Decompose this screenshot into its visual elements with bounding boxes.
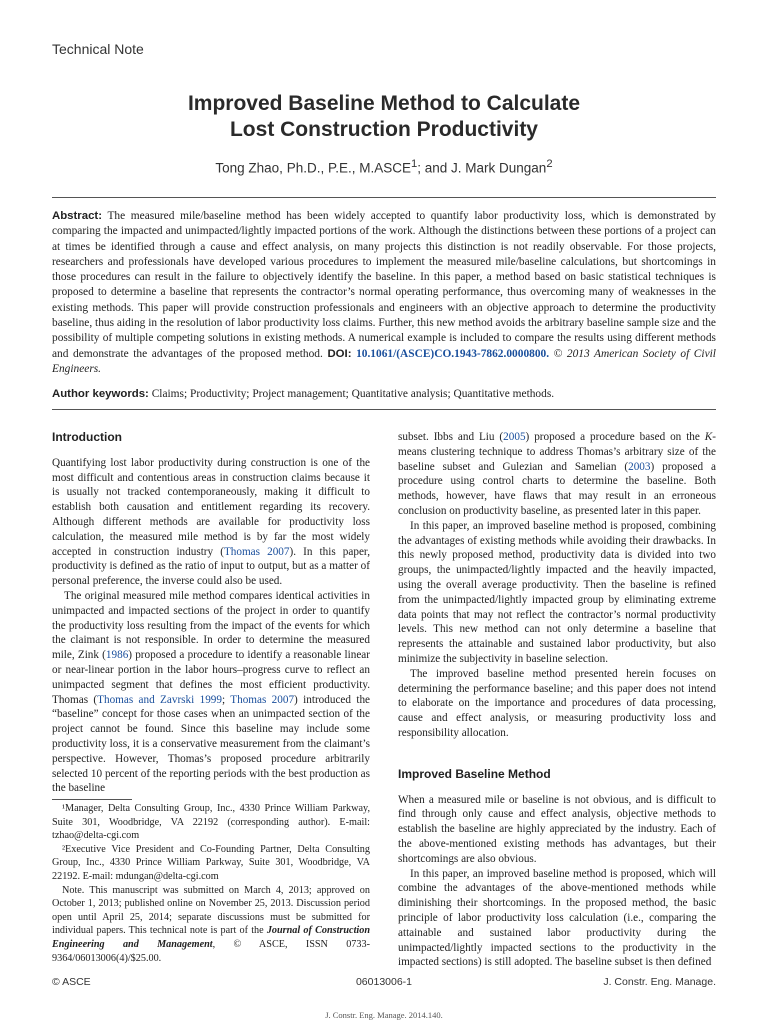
- left-column: [52, 430, 370, 796]
- text-run: , © ASCE, ISSN 0733-9364/06013006(4)/$25.00.: [52, 938, 370, 964]
- section-heading-improved-baseline: Improved Baseline Method: [398, 766, 551, 781]
- reference-link[interactable]: Thomas 2007: [223, 545, 290, 558]
- abstract-divider: [52, 409, 716, 410]
- right-column: [398, 430, 716, 970]
- reference-link[interactable]: Thomas and Zavrski 1999: [97, 693, 222, 706]
- text-run: ;: [221, 693, 231, 706]
- author-1-affiliation-mark: 1: [410, 158, 418, 170]
- paper-title: [0, 91, 768, 143]
- footer-copyright: © ASCE: [52, 976, 91, 988]
- footnote-1: ¹Manager, Delta Consulting Group, Inc., 4330 Prince William Parkway, Suite 301, Woodbridge, VA 22192 (corresponding author). E-mail: tzhao@delta-cgi.com: [52, 803, 370, 842]
- method-paragraph-2: In this paper, an improved baseline method is proposed, which will combine the advantages of the above-mentioned methods while diminishing their shortcomings. In the proposed method, the basic principle of labor productivity loss calculation (i.e., comparing the attainable and sustained labor productivity during the unimpacted/lightly impacted sections to the productivity in the impacted sections) is still adopted. The baseline subset is then defined: [398, 867, 716, 969]
- title-line-1: Improved Baseline Method to Calculate: [187, 92, 581, 115]
- section-heading-introduction: Introduction: [52, 430, 122, 444]
- copyright-notice: © 2013 American Society of Civil Engineers.: [52, 347, 716, 375]
- keywords-list: Claims; Productivity; Project management; Quantitative analysis; Quantitative methods.: [151, 388, 555, 400]
- footnote-2: ²Executive Vice President and Co-Founding Partner, Delta Consulting Group, Inc., 4330 Prince William Parkway, Suite 301, Woodbridge, VA 22192. E-mail: mdungan@delta-cgi.com: [52, 843, 370, 882]
- title-line-2: Lost Construction Productivity: [229, 118, 538, 141]
- reference-link[interactable]: 2003: [628, 460, 651, 473]
- keywords-label: Author keywords:: [52, 388, 149, 400]
- text-run: subset. Ibbs and Liu (: [398, 431, 504, 443]
- intro-paragraph-5: The improved baseline method presented herein focuses on determining the performance baseline; and this paper does not intend to elaborate on the importance and procedures of data processing, cause and effect analysis, or measuring productivity loss and responsibility allocation.: [398, 667, 716, 739]
- text-run: Note. This manuscript was submitted on March 4, 2013; approved on October 1, 2013; published online on November 25, 2013. Discussion period open until April 25, 2014; separate discussions must be submitted for individual papers. This technical note is part of the: [52, 884, 370, 937]
- text-run: ) proposed a procedure based on the: [525, 431, 705, 443]
- intro-paragraph-4: In this paper, an improved baseline method is proposed, combining the advantages of existing methods while avoiding their drawbacks. In this newly proposed method, productivity data is divided into two groups, the unimpacted/lightly impacted and the heavily impacted, using the overall average productivity. Then the baseline is refined from the unimpacted/lightly impacted group by eliminating extreme data points that may not reflect the contractor’s normal productivity levels. This new method can not only determine a baseline that represents the attainable and sustained labor productivity, but also minimize the subjectivity in baseline selection.: [398, 519, 716, 665]
- text-run: K: [704, 431, 713, 443]
- footer-journal: J. Constr. Eng. Manage.: [603, 976, 716, 988]
- article-type-label: Technical Note: [52, 41, 144, 57]
- author-1: Tong Zhao, Ph.D., P.E., M.ASCE: [215, 160, 411, 176]
- intro-paragraph-3: [398, 430, 716, 519]
- author-2-affiliation-mark: 2: [546, 158, 553, 170]
- text-run: ). In this paper, productivity is defined as the ratio of input to output, but as a matter of personal preference, the inverse could also be used.: [52, 545, 370, 588]
- doi-label: DOI:: [327, 347, 352, 360]
- text-run: The original measured mile method compares identical activities in unimpacted and impacted sections of the project in order to quantify the productivity loss resulting from the impact of the events for which the claimant is not responsible. In order to determine the measured mile, Zink (: [52, 589, 370, 662]
- method-paragraph-1: When a measured mile or baseline is not obvious, and is difficult to find through only cause and effect analysis, objective methods to establish the baseline are highly appreciated by the industry. Each of the above-mentioned existing methods has advantages, but their shortcomings are also obvious.: [398, 793, 716, 865]
- intro-paragraph-2: [52, 589, 370, 796]
- reference-link[interactable]: 1986: [105, 649, 129, 662]
- reference-link[interactable]: 2005: [503, 431, 526, 443]
- abstract: [52, 209, 716, 377]
- text-run: Quantifying lost labor productivity during construction is one of the most difficult and contentious areas in construction claims because it is usually not tracked contemporaneously, making it difficult to establish both causation and entitlement regarding its recovery. Although different methods are available for productivity loss calculation, the measured mile method is by far the most widely accepted in construction industry (: [52, 456, 370, 558]
- text-run: ) proposed a procedure to identify a reasonable linear or near-linear portion in the labor hours–progress curve to reflect an unimpacted segment that defines the most efficient productivity. Thomas (: [52, 649, 370, 706]
- abstract-body: The measured mile/baseline method has been widely accepted to quantify labor productivity loss, which is demonstrated by comparing the impacted and unimpacted/lightly impacted portions of the work. Although the distinctions between these portions of a project can at times be identified through a cause and effect analysis, on many projects this distinction is not readily observable. For those projects, researchers and professionals have developed various procedures to implement the measured mile/baseline calculations, but shortcomings in those procedures can result in the failure to objectively identify the baseline. In this paper, a method based on basic statistical techniques is proposed to determine a baseline that represents the contractor’s normal operating performance, thus overcoming many of weaknesses in the existing methods. This paper will provide construction professionals and engineers with an objective approach to determine the productivity baseline, thus aiding in the resolution of labor productivity loss claims. Further, this new method avoids the arbitrary baseline sample size and the possibility of multiple competing solutions in existing methods. A numerical example is included to compare the results using different methods and demonstrate the advantages of the proposed method.: [52, 210, 716, 360]
- page-number: 06013006-1: [355, 976, 413, 988]
- text-run: ) introduced the “baseline” concept for those cases when an unimpacted section of the project cannot be found. Since this baseline may include some productivity loss, it is a conservative measurement from the claimant’s perspective. However, Thomas’s proposed procedure arbitrarily selected 10 percent of the reporting periods with the best production as the baseline: [52, 693, 371, 795]
- author-2: ; and J. Mark Dungan: [417, 160, 547, 176]
- manuscript-note: [52, 884, 370, 966]
- intro-paragraph-1: [52, 456, 370, 589]
- reference-link[interactable]: Thomas 2007: [230, 693, 295, 706]
- footnotes: [52, 802, 370, 965]
- text-run: ) proposed a procedure using control charts to determine the baseline. Both methods, however, have flaws that may result in an erroneous conclusion on productivity baseline, as presented later in this paper.: [398, 460, 716, 517]
- abstract-label: Abstract:: [52, 210, 103, 222]
- citation-line: J. Constr. Eng. Manage. 2014.140.: [325, 1010, 443, 1020]
- journal-name: Journal of Construction Engineering and Management: [52, 925, 370, 950]
- doi-link[interactable]: 10.1061/(ASCE)CO.1943-7862.0000800.: [356, 347, 550, 360]
- top-divider: [52, 197, 716, 198]
- text-run: -means clustering technique to address Thomas’s arbitrary size of the baseline subset and Gulezian and Samelian (: [398, 431, 716, 473]
- footnote-divider: [52, 799, 132, 800]
- author-line: [0, 158, 768, 176]
- author-keywords: [52, 388, 716, 400]
